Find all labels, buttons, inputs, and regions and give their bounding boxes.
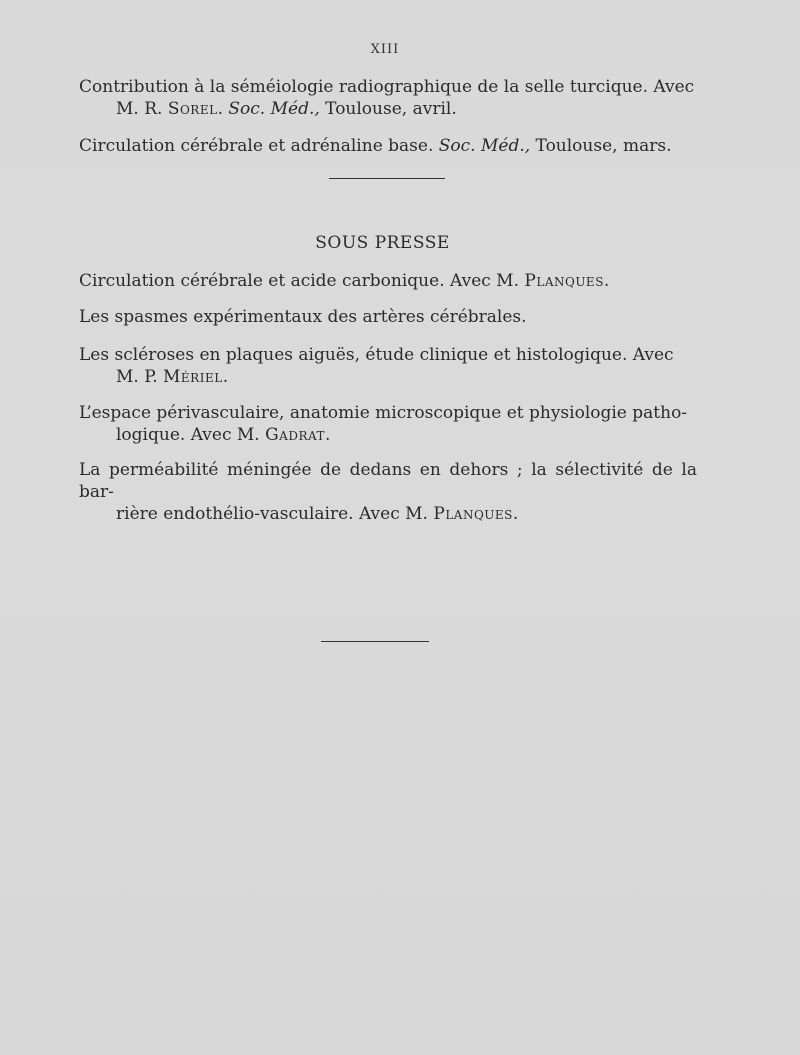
entry-text: Circulation cérébrale et acide carbonique. Avec M.: [79, 271, 525, 291]
entry-text: .: [222, 367, 229, 387]
separator-rule: [321, 641, 429, 642]
entry-text: .: [512, 504, 519, 524]
bibliography-entry: [79, 76, 697, 120]
entry-continuation: [79, 98, 697, 120]
author-name: Mériel: [163, 367, 223, 387]
page-number: XIII: [370, 42, 400, 57]
author-name: Gadrat: [265, 425, 326, 445]
bibliography-entry: [79, 459, 697, 525]
section-title: SOUS PRESSE: [315, 233, 450, 253]
entry-text: M. P.: [116, 367, 164, 387]
separator-rule: [329, 178, 445, 179]
journal-name: Soc. Méd.,: [228, 99, 320, 119]
journal-name: Soc. Méd.,: [438, 136, 531, 156]
entry-text: Toulouse, mars.: [530, 136, 672, 156]
entry-text: logique. Avec M.: [116, 425, 266, 445]
entry-text: Les spasmes expérimentaux des artères cérébrales.: [79, 307, 527, 327]
entry-text: rière endothélio-vasculaire. Avec M.: [116, 504, 434, 524]
bibliography-entry: [79, 344, 697, 388]
entry-text: .: [325, 425, 331, 445]
bibliography-entry: [79, 135, 697, 157]
entry-text: Toulouse, avril.: [319, 99, 457, 119]
entry-text: .: [603, 271, 610, 291]
author-name: Planques: [433, 504, 513, 524]
entry-continuation: [79, 503, 697, 525]
entry-text: Les scléroses en plaques aiguës, étude clinique et histologique. Avec: [79, 345, 674, 365]
author-name: Sorel: [167, 99, 218, 119]
author-name: Planques: [524, 271, 604, 291]
entry-continuation: [79, 366, 697, 388]
bibliography-entry: [79, 402, 697, 446]
entry-text: Circulation cérébrale et adrénaline base.: [79, 136, 439, 156]
entry-text: La perméabilité méningée de dedans en dehors ; la sélectivité de la bar-: [79, 460, 697, 502]
entry-text: M. R.: [116, 99, 168, 119]
entry-text: L’espace périvasculaire, anatomie microscopique et physiologie patho-: [79, 403, 688, 423]
entry-text: .: [217, 99, 229, 119]
bibliography-entry: [79, 270, 697, 292]
entry-text: Contribution à la séméiologie radiographique de la selle turcique. Avec: [79, 77, 695, 97]
entry-continuation: [79, 424, 697, 446]
bibliography-entry: [79, 306, 697, 328]
